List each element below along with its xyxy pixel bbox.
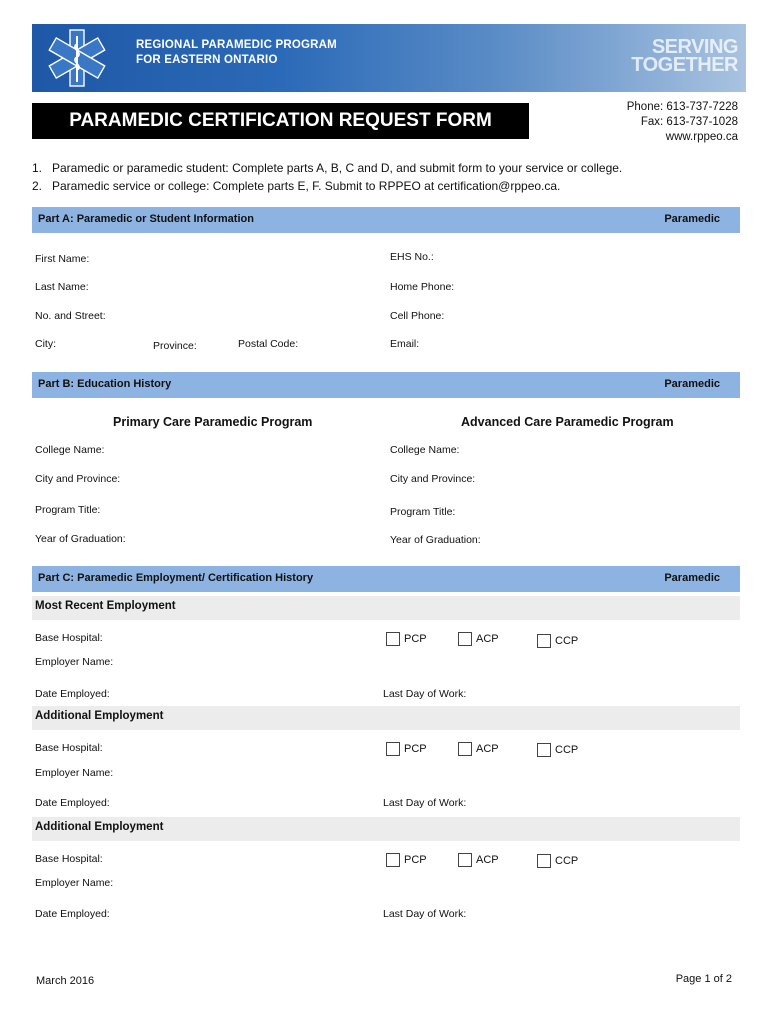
checkbox-box[interactable] <box>458 632 472 646</box>
base-hospital-field[interactable]: Base Hospital: <box>35 742 103 754</box>
street-field[interactable]: No. and Street: <box>35 310 106 322</box>
part-a-title: Part A: Paramedic or Student Information <box>38 213 254 225</box>
checkbox-label: ACP <box>476 633 499 645</box>
checkbox-box[interactable] <box>537 854 551 868</box>
checkbox-label: CCP <box>555 635 579 647</box>
tagline-line1: SERVING <box>651 36 738 58</box>
checkbox-box[interactable] <box>537 743 551 757</box>
checkbox-label: ACP <box>476 743 499 755</box>
org-name <box>136 38 337 68</box>
acp-college-field[interactable]: College Name: <box>390 444 460 456</box>
part-a-tag: Paramedic <box>664 213 720 225</box>
checkbox-box[interactable] <box>386 853 400 867</box>
checkbox-box[interactable] <box>386 742 400 756</box>
home-phone-field[interactable]: Home Phone: <box>390 281 455 293</box>
acp-program-heading: Advanced Care Paramedic Program <box>461 415 674 429</box>
instruction-number: 2. <box>32 179 43 193</box>
page-number: Page 1 of 2 <box>675 973 732 985</box>
star-of-life-logo <box>46 26 108 90</box>
phone-number: Phone: 613-737-7228 <box>626 101 738 113</box>
employment-heading-text: Additional Employment <box>35 710 164 722</box>
checkbox-label: PCP <box>404 743 427 755</box>
postal-code-field[interactable]: Postal Code: <box>238 338 299 350</box>
pcp-checkbox[interactable] <box>386 632 427 646</box>
instruction-item <box>32 161 622 175</box>
acp-checkbox[interactable] <box>458 853 499 867</box>
province-field[interactable]: Province: <box>153 340 197 352</box>
base-hospital-field[interactable]: Base Hospital: <box>35 853 103 865</box>
acp-city-province-field[interactable]: City and Province: <box>390 473 476 485</box>
last-day-of-work-field[interactable]: Last Day of Work: <box>383 688 467 700</box>
pcp-grad-year-field[interactable]: Year of Graduation: <box>35 533 126 545</box>
pcp-program-title-field[interactable]: Program Title: <box>35 504 101 516</box>
contact-info <box>627 100 738 145</box>
tagline-line2: TOGETHER <box>631 54 738 76</box>
tagline <box>631 38 738 74</box>
org-name-line2: FOR EASTERN ONTARIO <box>136 54 278 66</box>
date-employed-field[interactable]: Date Employed: <box>35 908 110 920</box>
acp-program-title-field[interactable]: Program Title: <box>390 506 456 518</box>
pcp-college-field[interactable]: College Name: <box>35 444 105 456</box>
part-b-title: Part B: Education History <box>38 378 172 390</box>
checkbox-box[interactable] <box>537 634 551 648</box>
ehs-number-field[interactable]: EHS No.: <box>390 251 434 263</box>
employment-block-heading <box>32 596 740 620</box>
employment-heading-text: Additional Employment <box>35 821 164 833</box>
ccp-checkbox[interactable] <box>537 743 578 757</box>
part-b-header <box>32 372 740 398</box>
fax-number: Fax: 613-737-1028 <box>640 116 738 128</box>
first-name-field[interactable]: First Name: <box>35 253 90 265</box>
org-name-line1: REGIONAL PARAMEDIC PROGRAM <box>136 39 337 51</box>
instruction-number: 1. <box>32 161 43 175</box>
cell-phone-field[interactable]: Cell Phone: <box>390 310 445 322</box>
website-link[interactable]: www.rppeo.ca <box>665 131 738 143</box>
acp-checkbox[interactable] <box>458 632 499 646</box>
checkbox-label: PCP <box>404 854 427 866</box>
part-c-title: Part C: Paramedic Employment/ Certification History <box>38 572 314 584</box>
employment-block-heading <box>32 706 740 730</box>
city-field[interactable]: City: <box>35 338 56 350</box>
checkbox-box[interactable] <box>458 853 472 867</box>
checkbox-label: CCP <box>555 744 579 756</box>
checkbox-box[interactable] <box>386 632 400 646</box>
employment-block-heading <box>32 817 740 841</box>
pcp-checkbox[interactable] <box>386 853 427 867</box>
pcp-city-province-field[interactable]: City and Province: <box>35 473 121 485</box>
instruction-text: Paramedic or paramedic student: Complete parts A, B, C and D, and submit form to your service or college. <box>52 161 623 175</box>
last-day-of-work-field[interactable]: Last Day of Work: <box>383 908 467 920</box>
date-employed-field[interactable]: Date Employed: <box>35 797 110 809</box>
employer-name-field[interactable]: Employer Name: <box>35 656 114 668</box>
pcp-program-heading: Primary Care Paramedic Program <box>113 415 313 429</box>
pcp-checkbox[interactable] <box>386 742 427 756</box>
checkbox-label: PCP <box>404 633 427 645</box>
employment-heading-text: Most Recent Employment <box>35 600 176 612</box>
checkbox-label: CCP <box>555 855 579 867</box>
last-name-field[interactable]: Last Name: <box>35 281 89 293</box>
footer-date: March 2016 <box>36 975 95 987</box>
part-b-tag: Paramedic <box>664 378 720 390</box>
acp-checkbox[interactable] <box>458 742 499 756</box>
date-employed-field[interactable]: Date Employed: <box>35 688 110 700</box>
instruction-item <box>32 179 560 193</box>
checkbox-box[interactable] <box>458 742 472 756</box>
checkbox-label: ACP <box>476 854 499 866</box>
form-title: PARAMEDIC CERTIFICATION REQUEST FORM <box>32 103 529 139</box>
part-c-header <box>32 566 740 592</box>
ccp-checkbox[interactable] <box>537 634 578 648</box>
ccp-checkbox[interactable] <box>537 854 578 868</box>
employer-name-field[interactable]: Employer Name: <box>35 767 114 779</box>
last-day-of-work-field[interactable]: Last Day of Work: <box>383 797 467 809</box>
email-field[interactable]: Email: <box>390 338 420 350</box>
part-c-tag: Paramedic <box>664 572 720 584</box>
instruction-text: Paramedic service or college: Complete parts E, F. Submit to RPPEO at certification@rppeo.ca. <box>52 179 561 193</box>
base-hospital-field[interactable]: Base Hospital: <box>35 632 103 644</box>
employer-name-field[interactable]: Employer Name: <box>35 877 114 889</box>
acp-grad-year-field[interactable]: Year of Graduation: <box>390 534 481 546</box>
part-a-header <box>32 207 740 233</box>
header-banner <box>32 24 746 92</box>
